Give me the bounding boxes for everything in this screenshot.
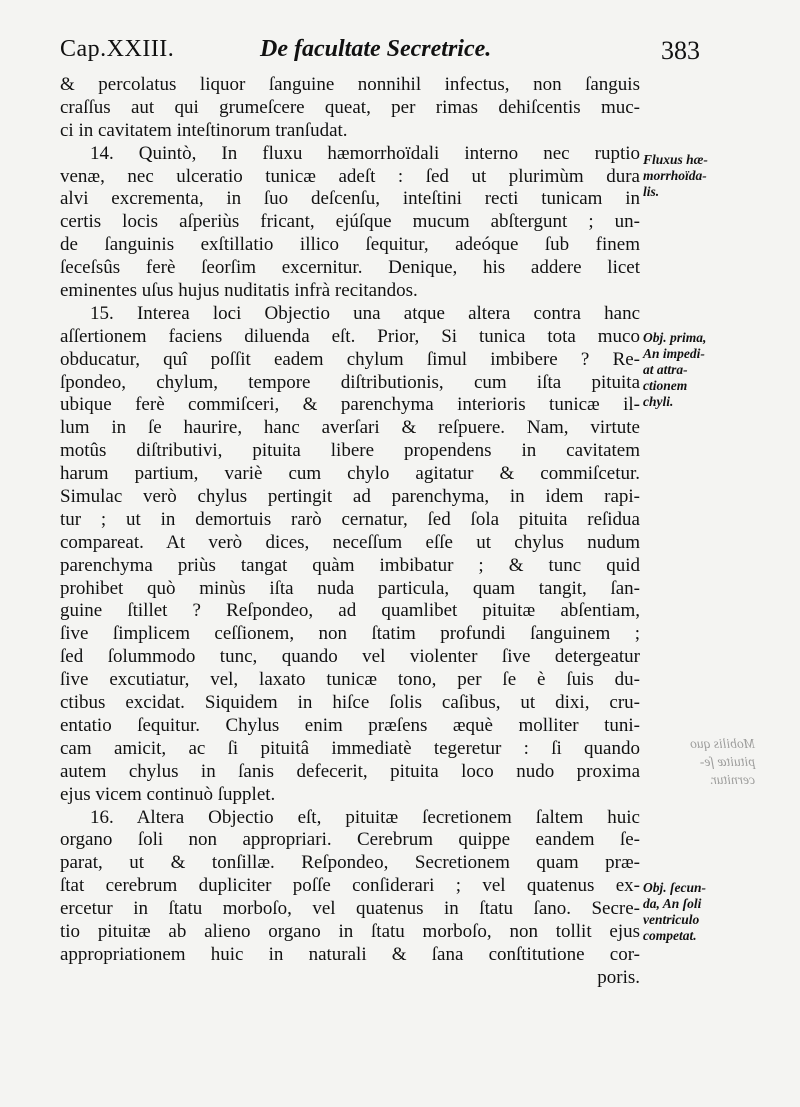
text-line: ſeceſsûs ferè ſeorſim excernitur. Denique, his addere licet xyxy=(60,257,640,279)
text-line: craſſus aut qui grumeſcere queat, per rimas dehiſcentis muc- xyxy=(60,96,640,118)
margin-note-obj-secunda xyxy=(643,880,733,944)
text-line: motûs diſtributivi, pituita libere propendens in cavitatem xyxy=(60,440,640,462)
text-line: entatio ſequitur. Chylus enim præſens æquè molliter tuni- xyxy=(60,714,640,736)
paragraph-16-start: 16. Altera Objectio eſt, pituitæ ſecretionem ſaltem huic xyxy=(90,806,640,828)
text-line: guine ſtillet ? Reſpondeo, ad quamlibet pituitæ abſentiam, xyxy=(60,600,640,622)
paragraph-14-start: 14. Quintò, In fluxu hæmorrhoïdali interno nec ruptio xyxy=(90,142,640,164)
text-line: harum partium, variè cum chylo agitatur & commiſcetur. xyxy=(60,463,640,485)
note-line: ctionem xyxy=(643,378,688,393)
text-line: alvi excrementa, in ſuo deſcenſu, inteſtini recti tunicam in xyxy=(60,188,640,210)
text-line: autem chylus in ſanis defecerit, pituita loco nudo proxima xyxy=(60,760,640,782)
text-line: lum in ſe haurire, hanc averſari & reſpuere. Nam, virtute xyxy=(60,417,640,439)
chapter-heading: Cap.XXIII. xyxy=(60,36,175,62)
running-title: De facultate Secretrice. xyxy=(260,36,492,62)
running-header xyxy=(60,36,700,70)
note-line: ventriculo xyxy=(643,912,700,927)
text-line: aſſertionem faciens diluenda eſt. Prior, Si tunica tota muco xyxy=(60,325,640,347)
text-line: ſpondeo, chylum, tempore diſtributionis, cum iſta pituita xyxy=(60,371,640,393)
note-line: chyli. xyxy=(643,394,674,409)
note-line: morrhoïda- xyxy=(643,168,707,183)
text-line: ejus vicem continuò ſupplet. xyxy=(60,783,276,805)
text-line: & percolatus liquor ſanguine nonnihil infectus, non ſanguis xyxy=(60,74,640,95)
text-line: cam amicit, ac ſi pituitâ immediatè tegeretur : ſi quando xyxy=(60,737,640,759)
note-line: Obj. ſecun- xyxy=(643,880,706,895)
text-line: parat, ut & tonſillæ. Reſpondeo, Secretionem quam præ- xyxy=(60,852,640,874)
text-line: venæ, nec ulceratio tunicæ adeſt : ſed ut plurimùm dura xyxy=(60,165,640,187)
text-line: compareat. At verò dices, neceſſum eſſe ut chylus nudum xyxy=(60,531,640,553)
note-line: Fluxus hæ- xyxy=(643,152,708,167)
text-line: appropriationem huic in naturali & ſana conſtitutione cor- xyxy=(60,943,640,965)
note-line: da, An ſoli xyxy=(643,896,702,911)
text-line: organo ſoli non appropriari. Cerebrum quippe eandem ſe- xyxy=(60,829,640,851)
text-line: de ſanguinis exſtillatio illico ſequitur, adeóque ſub finem xyxy=(60,234,640,256)
ghost-line: cernitur. xyxy=(709,772,755,787)
text-line: parenchyma priùs tangat quàm imbibatur ; & tunc quid xyxy=(60,554,640,576)
note-line: An impedi- xyxy=(643,346,705,361)
ghost-line: pituitæ ſe- xyxy=(699,754,755,769)
page-number: 383 xyxy=(661,36,700,65)
text-line: tur ; ut in demortuis rarò cernatur, ſed ſola pituita reſidua xyxy=(60,508,640,530)
text-line: ſive ſimplicem ceſſionem, non ſtatim profundi ſanguinem ; xyxy=(60,623,640,645)
note-line: competat. xyxy=(643,928,697,943)
text-line: ſive excutiatur, vel, laxato tunicæ tono, per ſe è ſuis du- xyxy=(60,669,640,691)
text-line: tio pituitæ ab alieno organo in ſtatu morboſo, non tollit ejus xyxy=(60,920,640,942)
text-line: ci in cavitatem inteſtinorum tranſudat. xyxy=(60,119,348,141)
ghost-line: Mobilis quo xyxy=(690,736,755,751)
note-line: lis. xyxy=(643,184,660,199)
text-line: ſtat cerebrum dupliciter poſſe conſiderari ; vel quatenus ex- xyxy=(60,875,640,897)
catchword-line: poris. xyxy=(597,966,640,988)
text-line: eminentes uſus hujus nuditatis infrà recitandos. xyxy=(60,280,418,302)
show-through-text xyxy=(645,735,755,789)
text-line: certis locis aſperiùs fricant, ejúſque mucum abſtergunt ; un- xyxy=(60,211,640,233)
margin-note-fluxus xyxy=(643,152,733,200)
note-line: Obj. prima, xyxy=(643,330,707,345)
text-line: prohibet quò minùs iſta nuda particula, quam tangit, ſan- xyxy=(60,577,640,599)
paragraph-15-start: 15. Interea loci Objectio una atque altera contra hanc xyxy=(90,302,640,324)
text-line: obducatur, quî poſſit eadem chylum ſimul imbibere ? Re- xyxy=(60,348,640,370)
text-line: ctibus excidat. Siquidem in hiſce ſolis caſibus, ut dixi, cru- xyxy=(60,692,640,714)
text-line: Simulac verò chylus pertingit ad parenchyma, in idem rapi- xyxy=(60,486,640,508)
main-text xyxy=(60,74,640,990)
text-line: ercetur in ſtatu morboſo, vel quatenus in ſtatu ſano. Secre- xyxy=(60,898,640,920)
note-line: at attra- xyxy=(643,362,688,377)
text-line: ubique ferè commiſceri, & parenchyma interioris tunicæ il- xyxy=(60,394,640,416)
text-line: ſed ſolummodo tunc, quando vel violenter ſive detergeatur xyxy=(60,646,640,668)
margin-note-obj-prima xyxy=(643,330,733,410)
